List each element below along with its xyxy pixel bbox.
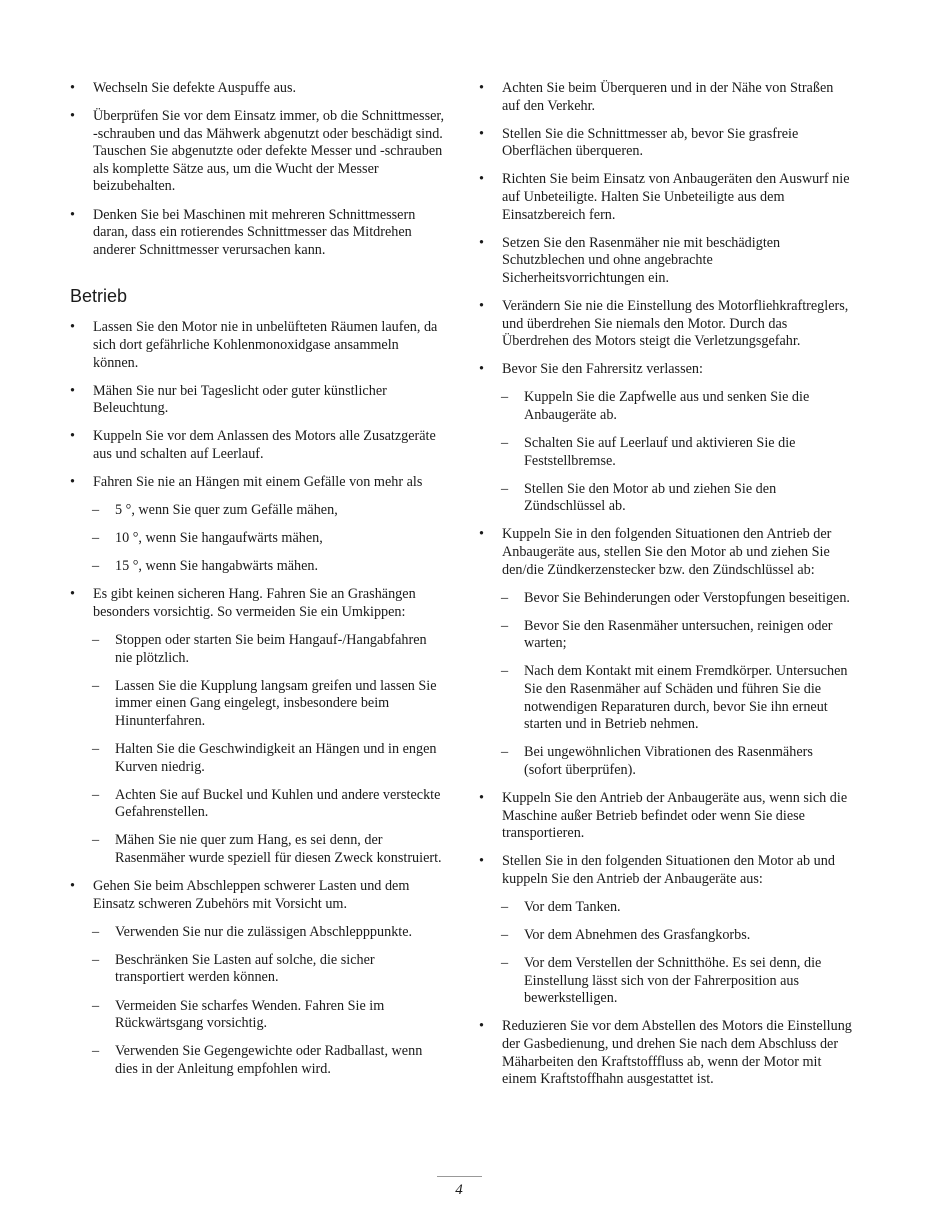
sub-text: Achten Sie auf Buckel und Kuhlen und andere versteckte Gefahrenstellen. — [115, 786, 441, 821]
sub-item — [70, 741, 445, 776]
dash-mark: – — [92, 558, 100, 575]
sub-text: Kuppeln Sie die Zapfwelle aus und senken Sie die Anbaugeräte ab. — [524, 389, 810, 423]
bullet-text: Bevor Sie den Fahrersitz verlassen: — [502, 361, 703, 378]
dash-mark: – — [92, 951, 100, 968]
sub-text: Bevor Sie den Rasenmäher untersuchen, reinigen oder warten; — [524, 617, 833, 652]
sub-text: Verwenden Sie Gegengewichte oder Radballast, wenn dies in der Anleitung empfohlen wird. — [115, 1043, 423, 1077]
bullet-text: Kuppeln Sie den Antrieb der Anbaugeräte aus, wenn sich die Maschine außer Betrieb befindet oder wenn Sie diese transportieren. — [502, 790, 848, 842]
bullet-mark: • — [479, 361, 484, 378]
bullet-text: Fahren Sie nie an Hängen mit einem Gefälle von mehr als — [93, 474, 423, 490]
dash-mark: – — [92, 923, 100, 940]
bullet-item — [479, 235, 854, 288]
sub-text: Halten Sie die Geschwindigkeit an Hängen und in engen Kurven niedrig. — [115, 741, 437, 775]
bullet-text: Wechseln Sie defekte Auspuffe aus. — [93, 80, 297, 96]
sub-text: Stellen Sie den Motor ab und ziehen Sie den Zündschlüssel ab. — [524, 480, 777, 515]
section-heading: Betrieb — [70, 286, 128, 307]
sub-item — [70, 558, 445, 576]
bullet-text: Denken Sie bei Maschinen mit mehreren Schnittmessern daran, dass ein rotierendes Schnittmesser das Mitdrehen anderer Schnittmesser verursachen kann. — [93, 206, 416, 258]
sub-text: 5 °, wenn Sie quer zum Gefälle mähen, — [115, 502, 338, 519]
dash-mark: – — [501, 480, 509, 497]
dash-mark: – — [501, 435, 509, 451]
sub-text: Vor dem Tanken. — [524, 898, 621, 915]
sub-text: Lassen Sie die Kupplung langsam greifen und lassen Sie immer einen Gang eingelegt, insbesondere beim Hinunterfahren. — [115, 677, 437, 729]
bullet-mark: • — [70, 586, 75, 603]
sub-text: Stoppen oder starten Sie beim Hangauf-/Hangabfahren nie plötzlich. — [115, 632, 427, 666]
dash-mark: – — [501, 617, 509, 634]
sub-item — [70, 678, 445, 731]
bullet-text: Reduzieren Sie vor dem Abstellen des Motors die Einstellung der Gasbedienung, und drehen Sie nach dem Abschluss der Mäharbeiten den Kraftstofffluss ab, wenn der Motor mit einem Kraftstoffhahn ausgestattet ist. — [502, 1018, 852, 1088]
sub-item — [479, 663, 854, 733]
dash-mark: – — [92, 741, 100, 758]
sub-item — [479, 899, 854, 917]
bullet-mark: • — [70, 80, 75, 96]
bullet-text: Stellen Sie in den folgenden Situationen den Motor ab und kuppeln Sie den Antrieb der Anbaugeräte aus: — [502, 853, 835, 887]
sub-item — [479, 744, 854, 779]
bullet-item — [479, 853, 854, 888]
sub-item — [479, 955, 854, 1008]
bullet-text: Gehen Sie beim Abschleppen schwerer Lasten und dem Einsatz schweren Zubehörs mit Vorsicht um. — [93, 878, 410, 912]
bullet-text: Richten Sie beim Einsatz von Anbaugeräten den Auswurf nie auf Unbeteiligte. Halten Sie Unbeteiligte aus dem Einsatzbereich fern. — [502, 171, 850, 223]
bullet-item — [70, 474, 445, 492]
dash-mark: – — [92, 677, 100, 694]
bullet-item — [479, 1018, 854, 1088]
bullet-mark: • — [70, 474, 75, 490]
dash-mark: – — [501, 589, 509, 606]
sub-item — [70, 632, 445, 667]
bullet-item — [479, 790, 854, 843]
bullet-text: Achten Sie beim Überqueren und in der Nähe von Straßen auf den Verkehr. — [502, 80, 834, 114]
bullet-text: Stellen Sie die Schnittmesser ab, bevor Sie grasfreie Oberflächen überqueren. — [502, 125, 799, 160]
sub-text: Beschränken Sie Lasten auf solche, die sicher transportiert werden können. — [115, 951, 375, 986]
sub-item — [479, 389, 854, 424]
sub-item — [479, 481, 854, 516]
sub-item — [70, 1043, 445, 1078]
bullet-mark: • — [479, 790, 484, 806]
sub-text: 10 °, wenn Sie hangaufwärts mähen, — [115, 530, 323, 547]
dash-mark: – — [92, 997, 100, 1014]
bullet-mark: • — [70, 206, 75, 223]
bullet-item — [479, 126, 854, 161]
bullet-mark: • — [479, 171, 484, 188]
dash-mark: – — [92, 832, 100, 849]
sub-text: Mähen Sie nie quer zum Hang, es sei denn, der Rasenmäher wurde speziell für diesen Zweck konstruiert. — [115, 832, 442, 866]
sub-text: Vermeiden Sie scharfes Wenden. Fahren Sie im Rückwärtsgang vorsichtig. — [115, 997, 385, 1032]
sub-text: Bevor Sie Behinderungen oder Verstopfungen beseitigen. — [524, 589, 850, 606]
sub-text: Vor dem Verstellen der Schnitthöhe. Es sei denn, die Einstellung lässt sich von der Fahrerposition aus bewerkstelligen. — [524, 955, 822, 1007]
sub-item — [70, 952, 445, 987]
bullet-mark: • — [70, 428, 75, 445]
bullet-item — [70, 319, 445, 372]
dash-mark: – — [92, 530, 100, 547]
bullet-mark: • — [70, 108, 75, 125]
bullet-item — [70, 383, 445, 418]
dash-mark: – — [92, 1043, 100, 1060]
sub-item — [70, 502, 445, 520]
bullet-text: Setzen Sie den Rasenmäher nie mit beschädigten Schutzblechen und ohne angebrachte Sicherheitsvorrichtungen ein. — [502, 234, 781, 286]
sub-item — [479, 618, 854, 653]
bullet-mark: • — [479, 125, 484, 142]
sub-text: 15 °, wenn Sie hangabwärts mähen. — [115, 558, 319, 575]
bullet-text: Es gibt keinen sicheren Hang. Fahren Sie an Grashängen besonders vorsichtig. So vermeiden Sie ein Umkippen: — [93, 586, 416, 620]
bullet-mark: • — [70, 319, 75, 336]
footer-rule — [437, 1176, 482, 1177]
dash-mark: – — [501, 898, 509, 915]
sub-item — [479, 927, 854, 945]
bullet-item — [70, 428, 445, 463]
right-column — [479, 80, 854, 1099]
dash-mark: – — [501, 744, 509, 761]
bullet-mark: • — [70, 878, 75, 895]
bullet-item — [479, 171, 854, 224]
bullet-mark: • — [70, 382, 75, 399]
sub-item — [70, 832, 445, 867]
sub-item — [70, 924, 445, 942]
bullet-mark: • — [479, 526, 484, 543]
bullet-item — [70, 207, 445, 260]
bullet-item — [70, 586, 445, 621]
bullet-text: Kuppeln Sie vor dem Anlassen des Motors alle Zusatzgeräte aus und schalten auf Leerlauf. — [93, 428, 436, 462]
bullet-mark: • — [479, 1018, 484, 1035]
dash-mark: – — [92, 502, 100, 519]
sub-text: Verwenden Sie nur die zulässigen Abschlepppunkte. — [115, 923, 413, 940]
dash-mark: – — [92, 632, 100, 649]
bullet-item — [479, 80, 854, 115]
bullet-mark: • — [479, 853, 484, 870]
dash-mark: – — [501, 927, 509, 944]
bullet-text: Verändern Sie nie die Einstellung des Motorfliehkraftreglers, und überdrehen Sie niemals den Motor. Durch das Überdrehen des Motors steigt die Verletzungsgefahr. — [502, 297, 849, 350]
page-number: 4 — [455, 1182, 463, 1198]
bullet-item — [479, 361, 854, 379]
bullet-text: Mähen Sie nur bei Tageslicht oder guter künstlicher Beleuchtung. — [93, 382, 387, 417]
sub-item — [70, 998, 445, 1033]
sub-text: Nach dem Kontakt mit einem Fremdkörper. Untersuchen Sie den Rasenmäher auf Schäden und führen Sie die notwendigen Reparaturen durch, bevor Sie ihn erneut starten und in Betrieb nehmen. — [524, 663, 848, 733]
sub-text: Bei ungewöhnlichen Vibrationen des Rasenmähers (sofort überprüfen). — [524, 744, 813, 778]
dash-mark: – — [501, 663, 509, 680]
bullet-item — [479, 298, 854, 351]
sub-item — [479, 590, 854, 608]
bullet-item — [70, 80, 445, 98]
dash-mark: – — [501, 389, 509, 406]
bullet-mark: • — [479, 234, 484, 251]
sub-item — [479, 435, 854, 470]
bullet-item — [70, 108, 445, 196]
bullet-item — [479, 526, 854, 579]
sub-item — [70, 787, 445, 822]
bullet-text: Kuppeln Sie in den folgenden Situationen den Antrieb der Anbaugeräte aus, stellen Sie den Motor ab und ziehen Sie den/die Zündkerzenstecker bzw. den Zündschlüssel ab: — [502, 526, 832, 578]
bullet-text: Überprüfen Sie vor dem Einsatz immer, ob die Schnittmesser, -schrauben und das Mähwerk abgenutzt oder beschädigt sind. Tauschen Sie abgenutzte oder defekte Messer und -schrauben als komplette Sätze aus, um die Wucht der Messer beizubehalten. — [93, 108, 445, 195]
dash-mark: – — [501, 955, 509, 972]
bullet-mark: • — [479, 297, 484, 314]
sub-text: Schalten Sie auf Leerlauf und aktivieren Sie die Feststellbremse. — [524, 435, 796, 469]
dash-mark: – — [92, 786, 100, 803]
left-column — [70, 80, 445, 1089]
bullet-mark: • — [479, 80, 484, 96]
sub-text: Vor dem Abnehmen des Grasfangkorbs. — [524, 927, 751, 944]
bullet-text: Lassen Sie den Motor nie in unbelüfteten Räumen laufen, da sich dort gefährliche Kohlenmonoxidgase ansammeln können. — [93, 319, 438, 371]
bullet-item — [70, 878, 445, 913]
sub-item — [70, 530, 445, 548]
